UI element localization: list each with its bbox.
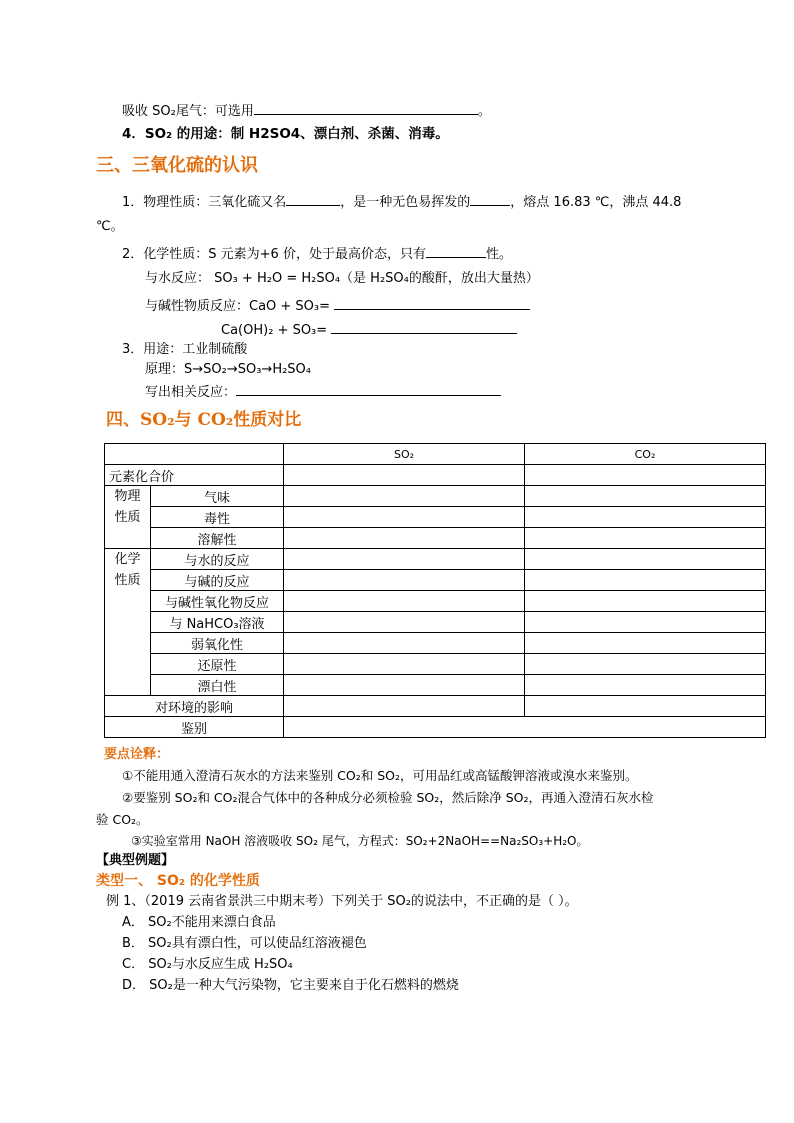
header-co2: CO₂ — [525, 444, 766, 465]
phys-line — [122, 192, 681, 212]
cell-co2[interactable] — [525, 633, 766, 654]
cell-so2[interactable] — [284, 654, 525, 675]
row-label-identification: 鉴别 — [105, 717, 284, 738]
header-empty-cell — [105, 444, 284, 465]
table-row — [105, 675, 766, 696]
type1-heading: 类型一、 SO₂ 的化学性质 — [96, 873, 260, 889]
option-d[interactable]: D． SO₂是一种大气污染物，它主要来自于化石燃料的燃烧 — [122, 978, 459, 993]
absorb-end: 。 — [477, 104, 491, 119]
table-row — [105, 528, 766, 549]
phys-d: ℃。 — [96, 219, 124, 234]
option-b[interactable]: B． SO₂具有漂白性，可以使品红溶液褪色 — [122, 936, 367, 951]
phys-blank-1[interactable] — [286, 192, 340, 206]
table-row — [105, 549, 766, 570]
table-row — [105, 612, 766, 633]
table-row — [105, 591, 766, 612]
water-reaction: 与水反应： SO₃ + H₂O = H₂SO₄（是 H₂SO₄的酸酐，放出大量热） — [145, 271, 539, 286]
cell-so2[interactable] — [284, 486, 525, 507]
cell-identification[interactable] — [284, 717, 766, 738]
principle-line: 原理：S→SO₂→SO₃→H₂SO₄ — [145, 362, 312, 377]
cell-so2[interactable] — [284, 570, 525, 591]
cell-so2[interactable] — [284, 696, 525, 717]
caoh-line — [221, 320, 517, 340]
caoh-blank[interactable] — [331, 320, 517, 334]
examples-heading: 【典型例题】 — [96, 853, 175, 868]
cell-co2[interactable] — [525, 654, 766, 675]
cell-so2[interactable] — [284, 591, 525, 612]
chem-a: 2．化学性质：S 元素为+6 价，处于最高价态，只有 — [122, 247, 426, 262]
table-row — [105, 486, 766, 507]
option-c[interactable]: C． SO₂与水反应生成 H₂SO₄ — [122, 957, 293, 972]
section3-heading: 三、三氧化硫的认识 — [96, 155, 258, 176]
cell-co2[interactable] — [525, 675, 766, 696]
section4-heading: 四、SO₂与 CO₂性质对比 — [106, 410, 302, 430]
row-label-basic-oxide: 与碱性氧化物反应 — [151, 591, 284, 612]
cell-so2[interactable] — [284, 549, 525, 570]
cell-co2-valence[interactable] — [525, 465, 766, 486]
cell-so2[interactable] — [284, 528, 525, 549]
row-label-reducing: 还原性 — [151, 654, 284, 675]
chem-blank[interactable] — [426, 244, 486, 258]
reactions-label: 写出相关反应： — [145, 385, 237, 400]
table-row — [105, 654, 766, 675]
cell-co2[interactable] — [525, 549, 766, 570]
caoh-label: Ca(OH)₂ + SO₃= — [221, 323, 328, 338]
absorb-blank[interactable] — [254, 101, 478, 115]
phys-c: ，熔点 16.83 ℃，沸点 44.8 — [510, 195, 682, 210]
absorb-label: 吸收 SO₂尾气：可选用 — [122, 104, 254, 119]
table-row — [105, 570, 766, 591]
row-label-base: 与碱的反应 — [151, 570, 284, 591]
example-question: 例 1、（2019 云南省景洪三中期末考）下列关于 SO₂的说法中，不正确的是（ ）。 — [106, 894, 578, 909]
reactions-blank[interactable] — [236, 382, 501, 396]
cell-co2[interactable] — [525, 696, 766, 717]
notes-heading: 要点诠释： — [104, 747, 170, 762]
chem-line — [122, 244, 512, 264]
table-row — [105, 633, 766, 654]
table-row — [105, 507, 766, 528]
cell-co2[interactable] — [525, 612, 766, 633]
cell-co2[interactable] — [525, 507, 766, 528]
row-label-bleaching: 漂白性 — [151, 675, 284, 696]
phys-a: 1．物理性质：三氧化硫又名 — [122, 195, 287, 210]
row-label-weak-oxidizing: 弱氧化性 — [151, 633, 284, 654]
chem-b: 性。 — [485, 247, 512, 262]
table-row — [105, 717, 766, 738]
cell-co2[interactable] — [525, 570, 766, 591]
group-label-phys: 物理 性质 — [105, 486, 151, 549]
uses-line: 4．SO₂ 的用途：制 H2SO4、漂白剂、杀菌、消毒。 — [122, 126, 449, 142]
cell-co2[interactable] — [525, 591, 766, 612]
absorb-line — [122, 101, 491, 121]
row-label-odor: 气味 — [151, 486, 284, 507]
note-2b: 验 CO₂。 — [96, 812, 149, 827]
basic-oxide-label: 与碱性物质反应：CaO + SO₃= — [145, 299, 331, 314]
comparison-table — [104, 443, 766, 738]
basic-oxide-blank[interactable] — [334, 296, 530, 310]
cell-co2[interactable] — [525, 486, 766, 507]
cell-so2[interactable] — [284, 507, 525, 528]
phys-b: ，是一种无色易挥发的 — [340, 195, 471, 210]
row-label-nahco3: 与 NaHCO₃溶液 — [151, 612, 284, 633]
basic-oxide-line — [145, 296, 530, 316]
phys-blank-2[interactable] — [470, 192, 510, 206]
cell-so2-valence[interactable] — [284, 465, 525, 486]
note-2a: ②要鉴别 SO₂和 CO₂混合气体中的各种成分必须检验 SO₂，然后除净 SO₂，再通入澄清石灰水检 — [122, 790, 654, 805]
row-label-solubility: 溶解性 — [151, 528, 284, 549]
reactions-line — [145, 382, 501, 402]
cell-so2[interactable] — [284, 633, 525, 654]
table-row — [105, 696, 766, 717]
cell-co2[interactable] — [525, 528, 766, 549]
table-row — [105, 465, 766, 486]
row-label-environment: 对环境的影响 — [105, 696, 284, 717]
use-line: 3．用途：工业制硫酸 — [122, 342, 248, 357]
note-1: ①不能用通入澄清石灰水的方法来鉴别 CO₂和 SO₂，可用品红或高锰酸钾溶液或溴水来鉴别。 — [122, 768, 638, 783]
row-label-toxicity: 毒性 — [151, 507, 284, 528]
note-3: ③实验室常用 NaOH 溶液吸收 SO₂ 尾气，方程式：SO₂+2NaOH==Na₂SO₃+H₂O。 — [131, 834, 589, 848]
group-label-chem: 化学 性质 — [105, 549, 151, 696]
table-header-row — [105, 444, 766, 465]
row-label-water: 与水的反应 — [151, 549, 284, 570]
row-label-valence: 元素化合价 — [105, 465, 284, 486]
cell-so2[interactable] — [284, 612, 525, 633]
cell-so2[interactable] — [284, 675, 525, 696]
option-a[interactable]: A． SO₂不能用来漂白食品 — [122, 915, 276, 930]
header-so2: SO₂ — [284, 444, 525, 465]
